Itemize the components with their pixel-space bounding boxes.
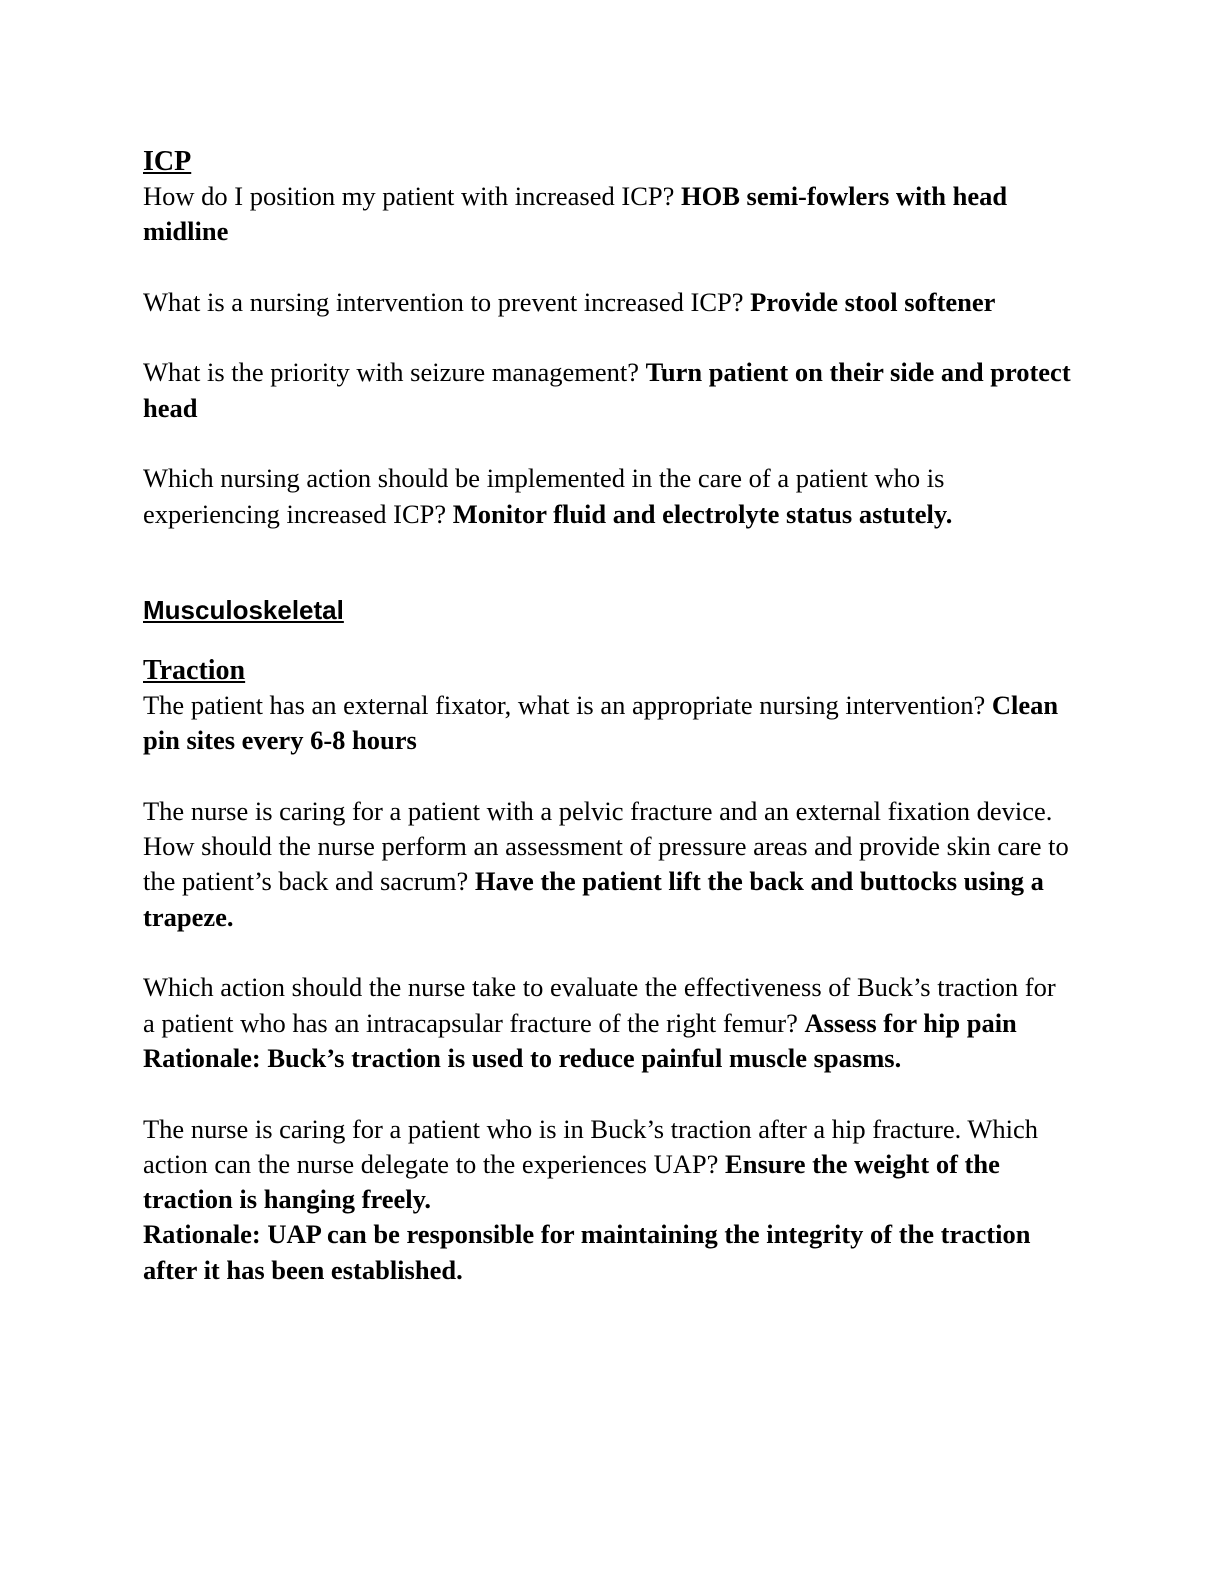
spacer bbox=[143, 320, 1073, 355]
qa-item bbox=[143, 1112, 1073, 1218]
question-text: What is a nursing intervention to prevent increased ICP? bbox=[143, 286, 744, 317]
spacer bbox=[143, 250, 1073, 285]
section-heading-traction: Traction bbox=[143, 654, 246, 686]
section-heading-icp: ICP bbox=[143, 146, 192, 177]
answer-text: Assess for hip pain bbox=[804, 1007, 1017, 1038]
question-text: The nurse is caring for a patient who is in Buck’s traction after a hip fracture. Which action can the nurse delegate to the experiences UAP? bbox=[143, 1113, 1039, 1179]
question-text: Which action should the nurse take to evaluate the effectiveness of Buck’s traction for a patient who has an intracapsular fracture of the right femur? bbox=[143, 972, 1056, 1038]
spacer bbox=[143, 532, 1073, 594]
answer-text: Turn patient on their side and protect head bbox=[143, 357, 1071, 423]
question-text: How do I position my patient with increased ICP? bbox=[143, 181, 675, 211]
question-text: What is the priority with seizure management? bbox=[143, 357, 639, 388]
answer-text: Ensure the weight of the traction is hanging freely. bbox=[143, 1148, 1000, 1215]
spacer bbox=[143, 759, 1073, 794]
answer-text: Clean pin sites every 6-8 hours bbox=[143, 689, 1059, 756]
document-page bbox=[143, 144, 1073, 1288]
spacer bbox=[143, 626, 1073, 653]
rationale-text: Rationale: Buck’s traction is used to reduce painful muscle spasms. bbox=[143, 1042, 902, 1073]
qa-item bbox=[143, 794, 1073, 935]
section-heading-musculoskeletal: Musculoskeletal bbox=[143, 594, 344, 625]
question-text: The nurse is caring for a patient with a pelvic fracture and an external fixation device. How should the nurse perform an assessment of pressure areas and provide skin care to the patient’s back and sacrum? bbox=[143, 795, 1069, 897]
qa-item bbox=[143, 179, 1073, 250]
spacer bbox=[143, 1076, 1073, 1111]
rationale-text: Rationale: UAP can be responsible for maintaining the integrity of the traction after it has been established. bbox=[143, 1219, 1031, 1285]
qa-item bbox=[143, 461, 1073, 532]
qa-item bbox=[143, 970, 1073, 1041]
qa-item bbox=[143, 285, 1073, 320]
qa-item bbox=[143, 688, 1073, 759]
answer-text: Monitor fluid and electrolyte status astutely. bbox=[452, 498, 953, 529]
answer-text: Have the patient lift the back and buttocks using a trapeze. bbox=[143, 866, 1044, 932]
answer-text: HOB semi-fowlers with head midline bbox=[143, 181, 1008, 247]
question-text: The patient has an external fixator, what is an appropriate nursing intervention? bbox=[143, 689, 986, 720]
spacer bbox=[143, 426, 1073, 461]
spacer bbox=[143, 935, 1073, 970]
question-text: Which nursing action should be implemented in the care of a patient who is experiencing increased ICP? bbox=[143, 463, 945, 529]
answer-text: Provide stool softener bbox=[750, 286, 996, 317]
qa-item bbox=[143, 355, 1073, 426]
